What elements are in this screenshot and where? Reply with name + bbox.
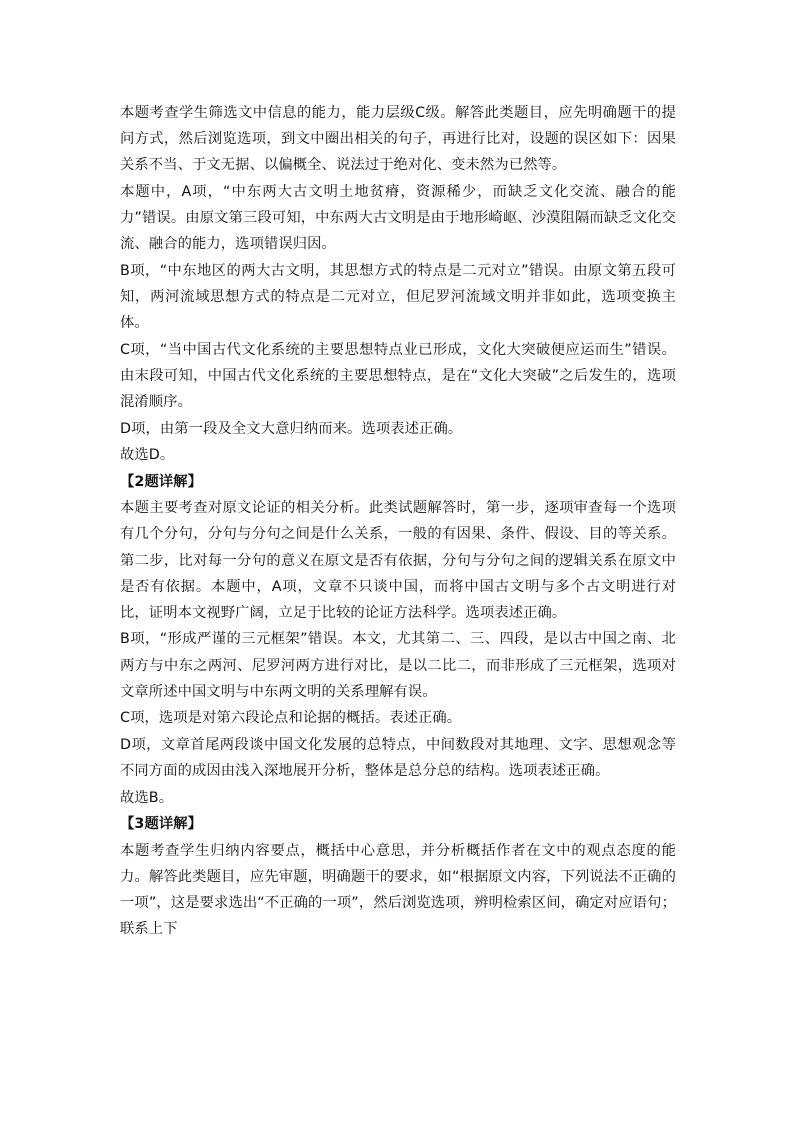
paragraph-q2-answer: 故选B。	[120, 789, 174, 806]
paragraph-q2-option-b: B项，“形成严谨的三元框架”错误。本文，尤其第二、三、四段，是以古中国之南、北两方与中东之两河、尼罗河两方进行对比，是以二比二，而非形成了三元框架，选项对文章所述中国文明与中东两文明的关系理解有误。	[120, 631, 676, 700]
heading-q3-detail: 【3题详解】	[120, 816, 203, 833]
document-page	[120, 100, 676, 943]
paragraph-q1-option-d: D项，由第一段及全文大意归纳而来。选项表述正确。	[120, 420, 463, 437]
paragraph-q2-option-c: C项，选项是对第六段论点和论据的概括。表述正确。	[120, 710, 462, 727]
paragraph-q2-intro: 本题主要考查对原文论证的相关分析。此类试题解答时，第一步，逐项审查每一个选项有几个分句，分句与分句之间是什么关系，一般的有因果、条件、假设、目的等关系。第二步，比对每一分句的意义在原文是否有依据，分句与分句之间的逻辑关系在原文中是否有依据。本题中，A项，文章不只谈中国，而将中国古文明与多个古文明进行对比，证明本文视野广阔，立足于比较的论证方法科学。选项表述正确。	[120, 500, 676, 621]
paragraph-q1-intro: 本题考查学生筛选文中信息的能力，能力层级C级。解答此类题目，应先明确题干的提问方式，然后浏览选项，到文中圈出相关的句子，再进行比对，设题的误区如下：因果关系不当、于文无据、以偏概全、说法过于绝对化、变未然为已然等。	[120, 105, 676, 174]
heading-q2-detail: 【2题详解】	[120, 473, 203, 490]
paragraph-q1-option-a: 本题中，A项，“中东两大古文明土地贫瘠，资源稀少，而缺乏文化交流、融合的能力”错误。由原文第三段可知，中东两大古文明是由于地形崎岖、沙漠阻隔而缺乏文化交流、融合的能力，选项错误归因。	[120, 183, 676, 253]
paragraph-q1-option-b: B项，“中东地区的两大古文明，其思想方式的特点是二元对立”错误。由原文第五段可知，两河流域思想方式的特点是二元对立，但尼罗河流域文明并非如此，选项变换主体。	[120, 262, 676, 332]
paragraph-q3-intro: 本题考查学生归纳内容要点，概括中心意思，并分析概括作者在文中的观点态度的能力。解答此类题目，应先审题，明确题干的要求，如“根据原文内容，下列说法不正确的一项”，这是要求选出“不正确的一项”，然后浏览选项，辨明检索区间，确定对应语句；联系上下	[120, 842, 676, 938]
paragraph-q1-answer: 故选D。	[120, 447, 175, 464]
paragraph-q1-option-c: C项，“当中国古代文化系统的主要思想特点业已形成，文化大突破便应运而生”错误。由末段可知，中国古代文化系统的主要思想特点，是在“文化大突破”之后发生的，选项混淆顺序。	[120, 341, 676, 411]
paragraph-q2-option-d: D项，文章首尾两段谈中国文化发展的总特点，中间数段对其地理、文字、思想观念等不同方面的成因由浅入深地展开分析，整体是总分总的结构。选项表述正确。	[120, 736, 676, 780]
